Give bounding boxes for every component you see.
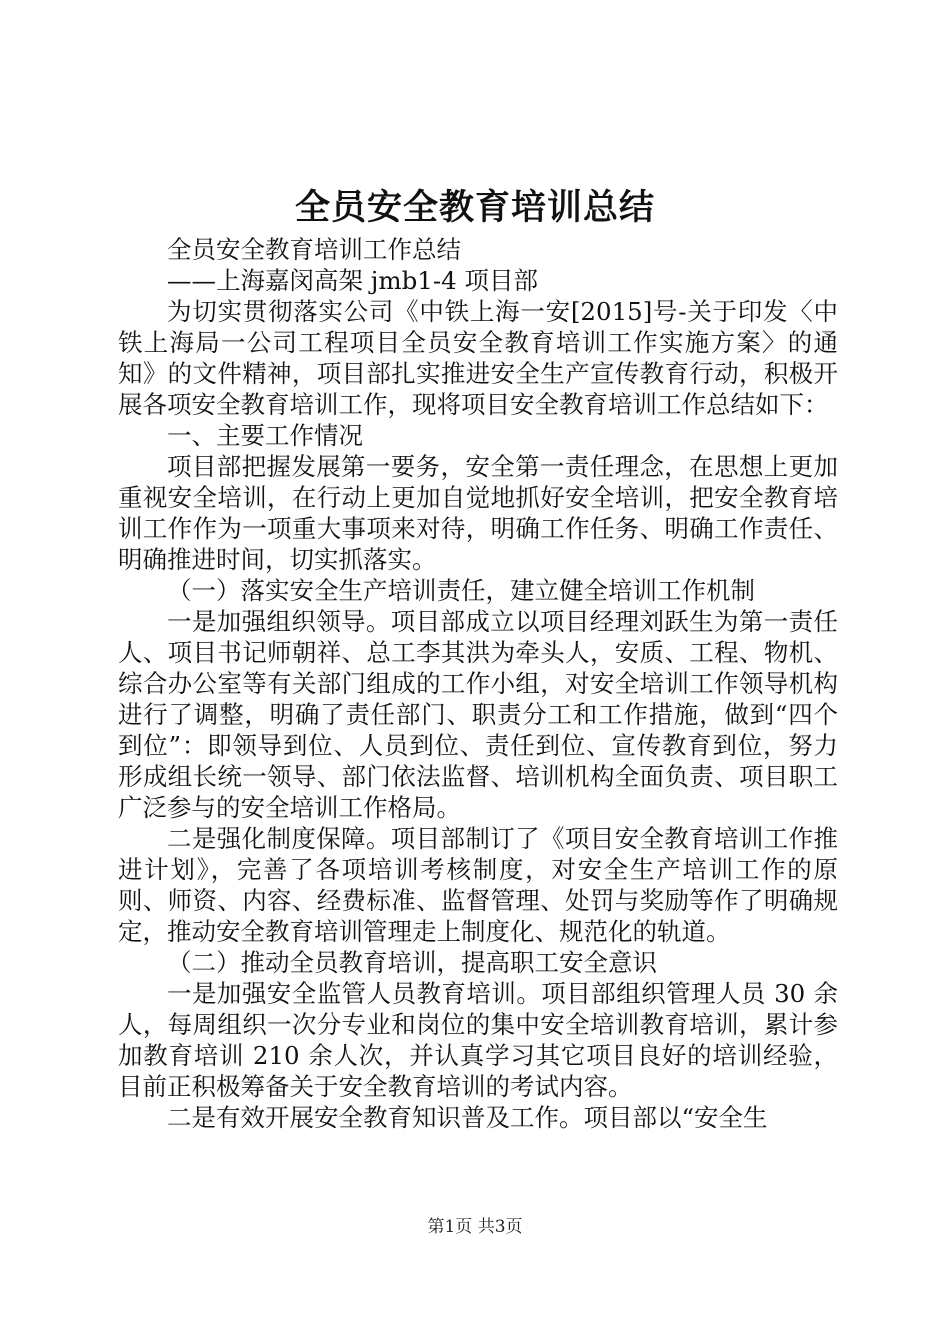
paragraph-supervisor-training: 一是加强安全监管人员教育培训。项目部组织管理人员 30 余人，每周组织一次分专业和岗位的集中安全培训教育培训，累计参加教育培训 210 余人次，并认真学习其它项目良好的培训经验，目前正积极筹备关于安全教育培训的考试内容。 [118, 979, 838, 1101]
paragraph-department: ——上海嘉闵高架 jmb1-4 项目部 [167, 266, 539, 295]
section-heading-main-work: 一、主要工作情况 [167, 421, 363, 450]
paragraph-knowledge-spread: 二是有效开展安全教育知识普及工作。项目部以“安全生 [167, 1103, 768, 1132]
subsection-heading-2: （二）推动全员教育培训，提高职工安全意识 [167, 948, 657, 977]
document-title: 全员安全教育培训总结 [294, 187, 655, 228]
paragraph-main-work: 项目部把握发展第一要务，安全第一责任理念，在思想上更加重视安全培训，在行动上更加自觉地抓好安全培训，把安全教育培训工作作为一项重大事项来对待，明确工作任务、明确工作责任、明确推进时间，切实抓落实。 [118, 452, 838, 574]
paragraph-intro: 为切实贯彻落实公司《中铁上海一安[2015]号-关于印发〈中铁上海局一公司工程项目全员安全教育培训工作实施方案〉的通知》的文件精神，项目部扎实推进安全生产宣传教育行动，积极开展各项安全教育培训工作，现将项目安全教育培训工作总结如下： [118, 297, 838, 419]
page-footer: 第1页 共3页 [427, 1217, 523, 1237]
subsection-heading-1: （一）落实安全生产培训责任，建立健全培训工作机制 [167, 576, 755, 605]
document-body [118, 234, 838, 1133]
paragraph-organization: 一是加强组织领导。项目部成立以项目经理刘跃生为第一责任人、项目书记师朝祥、总工李其洪为牵头人，安质、工程、物机、综合办公室等有关部门组成的工作小组，对安全培训工作领导机构进行了调整，明确了责任部门、职责分工和工作措施，做到“四个到位”：即领导到位、人员到位、责任到位、宣传教育到位，努力形成组长统一领导、部门依法监督、培训机构全面负责、项目职工广泛参与的安全培训工作格局。 [118, 607, 838, 822]
paragraph-system: 二是强化制度保障。项目部制订了《项目安全教育培训工作推进计划》，完善了各项培训考核制度，对安全生产培训工作的原则、师资、内容、经费标准、监督管理、处罚与奖励等作了明确规定，推动安全教育培训管理走上制度化、规范化的轨道。 [118, 824, 838, 946]
paragraph-subtitle: 全员安全教育培训工作总结 [167, 235, 461, 264]
